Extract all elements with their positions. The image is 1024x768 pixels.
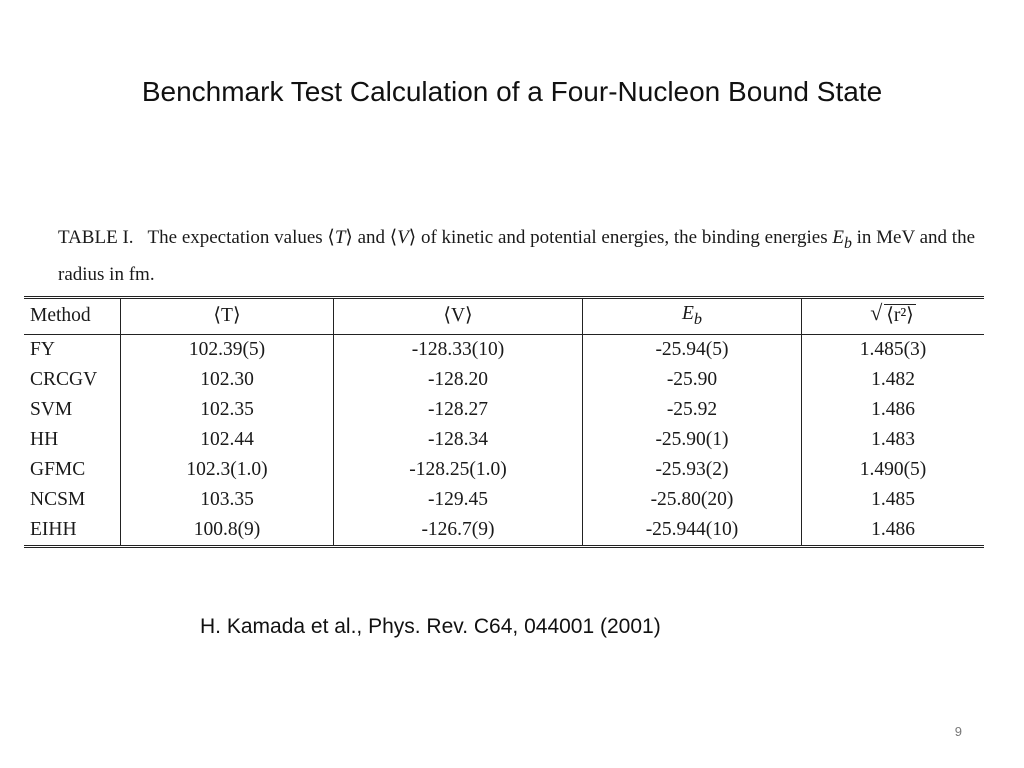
table-row xyxy=(24,455,984,485)
caption-eb-subscript: b xyxy=(843,234,852,252)
page-number: 9 xyxy=(954,724,962,739)
caption-text-4: in MeV and the radius in fm. xyxy=(58,227,976,285)
caption-text-1: The expectation values ⟨ xyxy=(147,227,335,248)
table-row xyxy=(24,425,984,455)
table-row xyxy=(24,485,984,515)
cell-t: 102.30 xyxy=(121,365,334,395)
cell-t: 103.35 xyxy=(121,485,334,515)
table-body xyxy=(24,334,984,546)
table-caption xyxy=(24,222,984,290)
cell-eb: -25.90(1) xyxy=(583,425,802,455)
results-table xyxy=(24,296,984,548)
cell-eb: -25.93(2) xyxy=(583,455,802,485)
header-radius: √ ⟨r²⟩ xyxy=(802,297,985,334)
cell-r: 1.482 xyxy=(871,368,915,390)
header-potential-energy: ⟨V⟩ xyxy=(334,297,583,334)
cell-method: GFMC xyxy=(24,455,121,485)
cell-eb: -25.94(5) xyxy=(583,334,802,365)
table-header-row xyxy=(24,297,984,334)
cell-v: -128.33(10) xyxy=(334,334,583,365)
caption-t-symbol: T xyxy=(334,227,346,248)
header-method: Method xyxy=(24,297,121,334)
citation: H. Kamada et al., Phys. Rev. C64, 044001 (2001) xyxy=(200,615,661,638)
table-row xyxy=(24,515,984,547)
cell-method: SVM xyxy=(24,395,121,425)
cell-eb: -25.80(20) xyxy=(583,485,802,515)
header-binding-energy: $E_b$ xyxy=(583,297,802,334)
caption-text-3: ⟩ of kinetic and potential energies, the binding energies xyxy=(408,227,833,248)
cell-v: -126.7(9) xyxy=(334,515,583,547)
slide-title: Benchmark Test Calculation of a Four-Nucleon Bound State xyxy=(141,76,883,107)
cell-v: -128.25(1.0) xyxy=(334,455,583,485)
benchmark-table-figure xyxy=(24,222,984,548)
cell-r: 1.483 xyxy=(871,428,915,450)
cell-method: EIHH xyxy=(24,515,121,547)
cell-t: 100.8(9) xyxy=(121,515,334,547)
caption-eb-symbol: E xyxy=(832,227,844,248)
cell-method: NCSM xyxy=(24,485,121,515)
cell-v: -128.27 xyxy=(334,395,583,425)
header-kinetic-energy: ⟨T⟩ xyxy=(121,297,334,334)
cell-r: 1.486 xyxy=(871,518,915,540)
cell-method: CRCGV xyxy=(24,365,121,395)
caption-v-symbol: V xyxy=(397,227,409,248)
cell-t: 102.39(5) xyxy=(121,334,334,365)
cell-t: 102.44 xyxy=(121,425,334,455)
table-row xyxy=(24,334,984,365)
cell-r: 1.485(3) xyxy=(859,338,927,360)
caption-text-2: ⟩ and ⟨ xyxy=(345,227,398,248)
cell-t: 102.3(1.0) xyxy=(121,455,334,485)
cell-eb: -25.92 xyxy=(583,395,802,425)
cell-method: HH xyxy=(24,425,121,455)
cell-r: 1.485 xyxy=(871,488,915,510)
caption-label: TABLE I. xyxy=(58,227,134,248)
cell-v: -128.34 xyxy=(334,425,583,455)
cell-t: 102.35 xyxy=(121,395,334,425)
cell-v: -128.20 xyxy=(334,365,583,395)
cell-r: 1.490(5) xyxy=(859,458,927,480)
cell-eb: -25.90 xyxy=(583,365,802,395)
table-row xyxy=(24,365,984,395)
cell-eb: -25.944(10) xyxy=(583,515,802,547)
cell-v: -129.45 xyxy=(334,485,583,515)
cell-method: FY xyxy=(24,334,121,365)
table-row xyxy=(24,395,984,425)
cell-r: 1.486 xyxy=(871,398,915,420)
